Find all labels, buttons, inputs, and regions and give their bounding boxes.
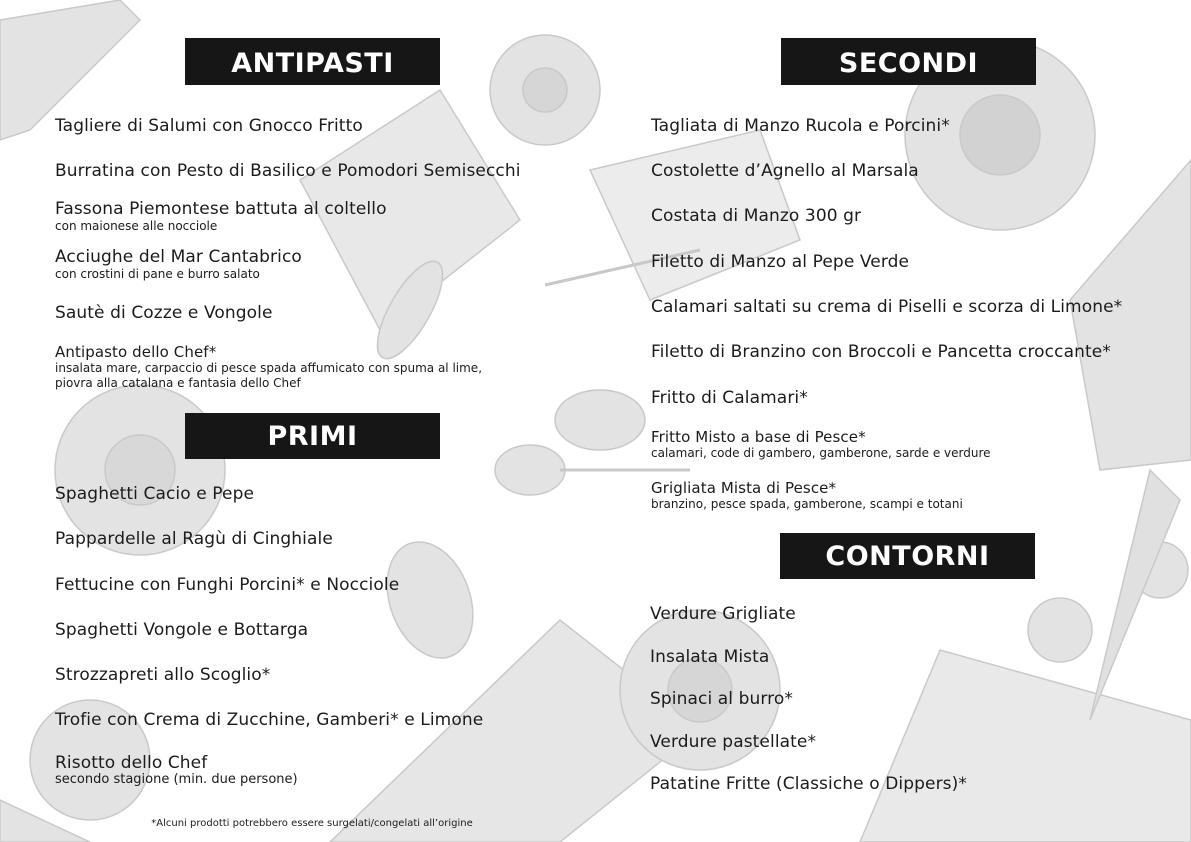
section-header-antipasti [185, 38, 440, 85]
menu-item [650, 647, 769, 667]
item-name: Costolette d’Agnello al Marsala [651, 161, 919, 181]
menu-item [651, 161, 919, 181]
menu-item [55, 303, 273, 323]
item-name: Costata di Manzo 300 gr [651, 206, 862, 226]
item-name: Filetto di Manzo al Pepe Verde [651, 252, 910, 272]
item-name: Antipasto dello Chef* [55, 343, 217, 361]
menu-item [55, 753, 298, 788]
section-header-primi [185, 413, 440, 459]
menu-item [651, 206, 861, 226]
item-description: con crostini di pane e burro salato [55, 267, 260, 281]
menu-item [55, 484, 254, 504]
item-name: Spaghetti Cacio e Pepe [55, 484, 255, 504]
item-description: calamari, code di gambero, gamberone, sarde e verdure [651, 446, 991, 460]
item-name: Burratina con Pesto di Basilico e Pomodori Semisecchi [55, 161, 521, 181]
item-name: Spaghetti Vongole e Bottarga [55, 620, 309, 640]
menu-item [650, 732, 816, 752]
item-name: Trofie con Crema di Zucchine, Gamberi* e Limone [55, 710, 484, 730]
item-name: Fritto Misto a base di Pesce* [651, 428, 866, 446]
item-name: Acciughe del Mar Cantabrico [55, 247, 302, 267]
item-name: Fritto di Calamari* [651, 388, 808, 408]
menu-item [651, 388, 808, 408]
menu-item [55, 199, 387, 234]
item-name: Calamari saltati su crema di Piselli e scorza di Limone* [651, 297, 1123, 317]
menu-item [55, 620, 308, 640]
menu-item [650, 689, 793, 709]
menu-item [55, 116, 363, 136]
menu-item [651, 479, 963, 512]
section-title: PRIMI [267, 420, 358, 452]
section-title: CONTORNI [825, 540, 990, 572]
item-name: Sautè di Cozze e Vongole [55, 303, 273, 323]
item-name: Filetto di Branzino con Broccoli e Pancetta croccante* [651, 342, 1111, 362]
menu-item [651, 297, 1122, 317]
item-name: Pappardelle al Ragù di Cinghiale [55, 529, 333, 549]
item-name: Fassona Piemontese battuta al coltello [55, 199, 387, 219]
item-name: Tagliata di Manzo Rucola e Porcini* [651, 116, 950, 136]
item-name: Grigliata Mista di Pesce* [651, 479, 837, 497]
item-description: piovra alla catalana e fantasia dello Chef [55, 376, 301, 390]
footnote: *Alcuni prodotti potrebbero essere surgelati/congelati all’origine [151, 818, 473, 829]
item-name: Insalata Mista [650, 647, 770, 667]
item-description: secondo stagione (min. due persone) [55, 772, 298, 787]
menu-item [651, 252, 909, 272]
section-title: ANTIPASTI [231, 48, 394, 79]
item-name: Verdure pastellate* [650, 732, 817, 752]
menu-item [651, 428, 991, 461]
menu-item [55, 710, 483, 730]
menu-item [55, 161, 521, 181]
menu-item [650, 774, 967, 794]
section-header-secondi [781, 38, 1036, 85]
menu-item [650, 604, 796, 624]
item-name: Spinaci al burro* [650, 689, 793, 709]
menu-item [651, 342, 1111, 362]
item-name: Fettucine con Funghi Porcini* e Nocciole [55, 575, 400, 595]
section-title: SECONDI [838, 48, 979, 79]
section-header-contorni [780, 533, 1035, 579]
menu-item [55, 529, 333, 549]
menu-item [55, 665, 270, 685]
item-name: Risotto dello Chef [55, 753, 208, 773]
item-description: insalata mare, carpaccio di pesce spada affumicato con spuma al lime, [55, 361, 483, 375]
item-name: Patatine Fritte (Classiche o Dippers)* [650, 774, 967, 794]
item-name: Verdure Grigliate [650, 604, 796, 624]
item-name: Strozzapreti allo Scoglio* [55, 665, 271, 685]
menu-item [55, 575, 399, 595]
menu-item [55, 247, 302, 282]
item-description: con maionese alle nocciole [55, 219, 218, 233]
item-name: Tagliere di Salumi con Gnocco Fritto [55, 116, 363, 136]
item-description: branzino, pesce spada, gamberone, scampi e totani [651, 497, 963, 511]
menu-item [55, 343, 482, 391]
menu-item [651, 116, 950, 136]
